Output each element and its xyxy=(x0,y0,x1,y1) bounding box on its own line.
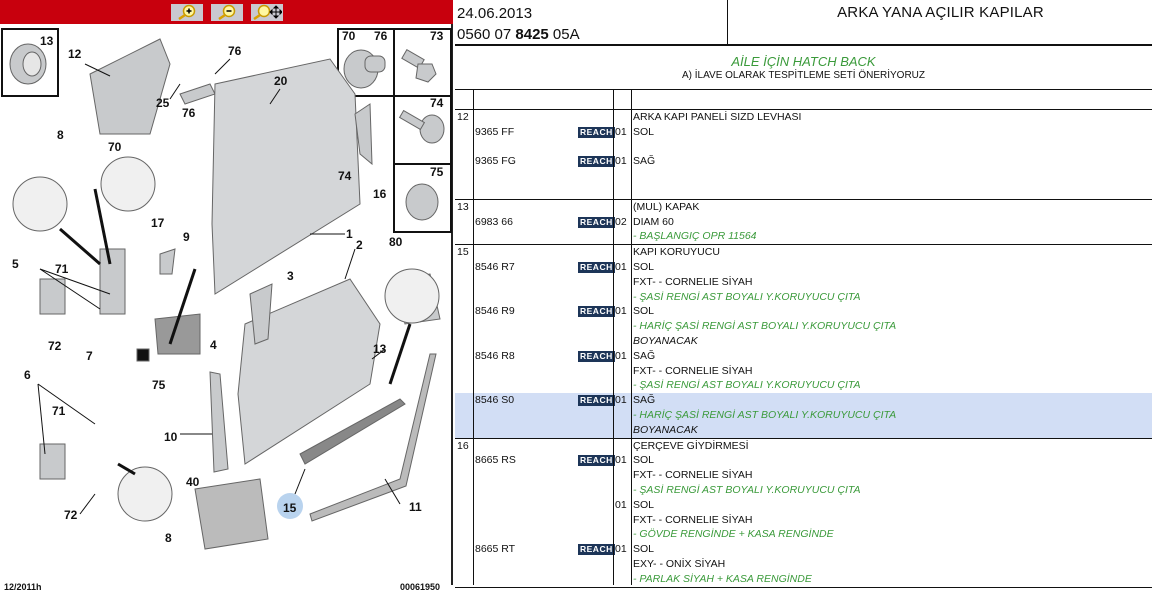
item-number: 16 xyxy=(457,439,469,452)
description: SOL xyxy=(633,260,655,273)
callout-40[interactable]: 40 xyxy=(186,475,200,489)
exploded-parts-diagram[interactable] xyxy=(0,24,453,592)
model-label: AİLE İÇİN HATCH BACK xyxy=(731,54,876,69)
part-group-15 xyxy=(455,245,1152,438)
description: - ŞASİ RENGİ AST BOYALI Y.KORUYUCU ÇITA xyxy=(633,379,861,392)
table-row[interactable] xyxy=(455,453,1152,468)
reach-badge: REACH xyxy=(580,126,613,137)
table-header-row xyxy=(455,90,1152,110)
callout-76[interactable]: 76 xyxy=(228,44,242,58)
diagram-date-label: 12/2011h xyxy=(4,582,42,592)
quantity: 01 xyxy=(615,349,627,362)
part-reference[interactable]: 8546 R8 xyxy=(475,349,515,362)
callout-75[interactable]: 75 xyxy=(152,378,166,392)
callout-20[interactable]: 20 xyxy=(274,74,288,88)
callout-17[interactable]: 17 xyxy=(151,216,165,230)
callout-4[interactable]: 4 xyxy=(210,338,217,352)
diagram-panel xyxy=(0,0,453,592)
description: SOL xyxy=(633,543,655,556)
item-number: 13 xyxy=(457,200,469,213)
subheader xyxy=(455,46,1152,90)
part-reference[interactable]: 6983 66 xyxy=(475,215,513,228)
callout-72[interactable]: 72 xyxy=(48,339,62,353)
table-row[interactable] xyxy=(455,513,1152,528)
callout-72[interactable]: 72 xyxy=(64,508,78,522)
callout-1[interactable]: 1 xyxy=(346,227,353,241)
table-row[interactable] xyxy=(455,378,1152,393)
zoom-out-icon xyxy=(216,4,238,20)
item-number: 15 xyxy=(457,246,469,259)
callout-9[interactable]: 9 xyxy=(183,230,190,244)
description: - ŞASİ RENGİ AST BOYALI Y.KORUYUCU ÇITA xyxy=(633,483,861,496)
table-row[interactable] xyxy=(455,260,1152,275)
callout-10[interactable]: 10 xyxy=(164,430,178,444)
part-reference[interactable]: 9365 FF xyxy=(475,125,515,138)
callout-11[interactable]: 11 xyxy=(409,500,422,514)
callout-70[interactable]: 70 xyxy=(108,140,122,154)
description: EXY- - ONİX SİYAH xyxy=(633,557,726,570)
callout-7[interactable]: 7 xyxy=(86,349,93,363)
part-reference[interactable]: 8665 RT xyxy=(475,543,516,556)
description: - ŞASİ RENGİ AST BOYALI Y.KORUYUCU ÇITA xyxy=(633,290,861,303)
table-row[interactable] xyxy=(455,483,1152,498)
description: FXT- - CORNELIE SİYAH xyxy=(633,513,753,526)
callout-12[interactable]: 12 xyxy=(68,47,82,61)
callout-13[interactable]: 13 xyxy=(40,34,54,48)
table-row[interactable] xyxy=(455,393,1152,408)
part-group-16 xyxy=(455,439,1152,588)
zoom-pan-button[interactable] xyxy=(251,4,283,21)
description: FXT- - CORNELIE SİYAH xyxy=(633,364,753,377)
description: - GÖVDE RENGİNDE + KASA RENGİNDE xyxy=(633,528,834,541)
table-row[interactable] xyxy=(455,169,1152,184)
page-title: ARKA YANA AÇILIR KAPILAR xyxy=(837,4,1044,21)
parts-header xyxy=(455,0,1152,46)
callout-76[interactable]: 76 xyxy=(182,106,196,120)
description: SOL xyxy=(633,125,655,138)
zoom-in-button[interactable] xyxy=(171,4,203,21)
table-row[interactable] xyxy=(455,110,1152,125)
quantity: 01 xyxy=(615,305,627,318)
callout-76[interactable]: 76 xyxy=(374,29,388,43)
part-group-13 xyxy=(455,200,1152,245)
catalog-code xyxy=(457,24,727,45)
code-prefix: 0560 07 xyxy=(457,26,516,43)
table-row[interactable] xyxy=(455,364,1152,379)
quantity: 01 xyxy=(615,498,627,511)
table-row[interactable] xyxy=(455,408,1152,423)
zoom-pan-icon xyxy=(252,4,282,20)
part-group-12 xyxy=(455,110,1152,200)
callout-80[interactable]: 80 xyxy=(389,235,403,249)
callout-13[interactable]: 13 xyxy=(373,342,387,356)
quantity: 01 xyxy=(615,260,627,273)
description: FXT- - CORNELIE SİYAH xyxy=(633,275,753,288)
callout-5[interactable]: 5 xyxy=(12,257,19,271)
description: ÇERÇEVE GİYDİRMESİ xyxy=(633,439,749,452)
parts-list-panel xyxy=(455,0,1152,585)
table-row[interactable] xyxy=(455,200,1152,215)
callout-2[interactable]: 2 xyxy=(356,238,363,252)
description: SAĞ xyxy=(633,349,656,362)
table-row[interactable] xyxy=(455,140,1152,155)
description: - HARİÇ ŞASİ RENGİ AST BOYALI Y.KORUYUCU ÇITA xyxy=(633,408,897,421)
part-reference[interactable]: 8546 R9 xyxy=(475,305,515,318)
description: - PARLAK SİYAH + KASA RENGİNDE xyxy=(633,572,812,585)
callout-71[interactable]: 71 xyxy=(52,404,66,418)
part-reference[interactable]: 8665 RS xyxy=(475,454,516,467)
code-suffix: 05A xyxy=(548,26,580,43)
part-reference[interactable]: 9365 FG xyxy=(475,155,516,168)
description: SOL xyxy=(633,305,655,318)
table-row[interactable] xyxy=(455,557,1152,572)
table-row[interactable] xyxy=(455,184,1152,199)
zoom-in-icon xyxy=(176,4,198,20)
table-row[interactable] xyxy=(455,304,1152,319)
callout-8[interactable]: 8 xyxy=(165,531,172,545)
reach-badge: REACH xyxy=(580,350,613,361)
reach-badge: REACH xyxy=(580,306,613,317)
diagram-toolbar xyxy=(0,0,453,24)
table-row[interactable] xyxy=(455,542,1152,557)
table-row[interactable] xyxy=(455,125,1152,140)
callout-70[interactable]: 70 xyxy=(342,29,356,43)
quantity: 01 xyxy=(615,394,627,407)
callout-6[interactable]: 6 xyxy=(24,368,31,382)
reach-badge: REACH xyxy=(580,261,613,272)
reach-badge: REACH xyxy=(580,455,613,466)
code-bold: 8425 xyxy=(515,26,549,43)
parts-drawing xyxy=(0,24,453,585)
zoom-out-button[interactable] xyxy=(211,4,243,21)
reach-badge: REACH xyxy=(580,156,613,167)
callout-75[interactable]: 75 xyxy=(430,165,444,179)
table-row[interactable] xyxy=(455,290,1152,305)
description: FXT- - CORNELIE SİYAH xyxy=(633,469,753,482)
table-row[interactable] xyxy=(455,319,1152,334)
description: SAĞ xyxy=(633,394,656,407)
item-number: 12 xyxy=(457,111,469,123)
part-reference[interactable]: 8546 S0 xyxy=(475,394,515,407)
table-row[interactable] xyxy=(455,527,1152,542)
callout-3[interactable]: 3 xyxy=(287,269,294,283)
quantity: 01 xyxy=(615,125,627,138)
reach-badge: REACH xyxy=(580,216,613,227)
description: (MUL) KAPAK xyxy=(633,200,700,213)
callout-73[interactable]: 73 xyxy=(430,29,444,43)
reach-badge: REACH xyxy=(580,544,613,555)
table-row[interactable] xyxy=(455,154,1152,169)
description: ARKA KAPI PANELİ SIZD LEVHASI xyxy=(633,111,802,123)
quantity: 02 xyxy=(615,215,627,228)
table-row[interactable] xyxy=(455,275,1152,290)
description: BOYANACAK xyxy=(633,334,698,347)
description: - BAŞLANGIÇ OPR 11564 xyxy=(633,230,757,243)
description: SOL xyxy=(633,498,655,511)
parts-table xyxy=(455,90,1152,588)
description: BOYANACAK xyxy=(633,423,698,436)
note-label: A) İLAVE OLARAK TESPİTLEME SETİ ÖNERİYORUZ xyxy=(681,70,926,81)
callout-15[interactable]: 15 xyxy=(283,501,297,515)
quantity: 01 xyxy=(615,155,627,168)
quantity: 01 xyxy=(615,543,627,556)
callout-25[interactable]: 25 xyxy=(156,96,170,110)
description: SAĞ xyxy=(633,155,656,168)
callout-8[interactable]: 8 xyxy=(57,128,64,142)
table-row[interactable] xyxy=(455,334,1152,349)
table-row[interactable] xyxy=(455,468,1152,483)
description: KAPI KORUYUCU xyxy=(633,246,720,259)
table-row[interactable] xyxy=(455,229,1152,244)
table-row[interactable] xyxy=(455,349,1152,364)
table-row[interactable] xyxy=(455,498,1152,513)
table-row[interactable] xyxy=(455,215,1152,230)
callout-16[interactable]: 16 xyxy=(373,187,387,201)
diagram-id-label: 00061950 xyxy=(400,582,441,592)
table-row[interactable] xyxy=(455,423,1152,438)
description: - HARİÇ ŞASİ RENGİ AST BOYALI Y.KORUYUCU ÇITA xyxy=(633,320,897,333)
table-row[interactable] xyxy=(455,572,1152,587)
description: DIAM 60 xyxy=(633,215,674,228)
description: SOL xyxy=(633,454,655,467)
quantity: 01 xyxy=(615,454,627,467)
callout-71[interactable]: 71 xyxy=(55,262,69,276)
part-reference[interactable]: 8546 R7 xyxy=(475,260,515,273)
table-row[interactable] xyxy=(455,245,1152,260)
reach-badge: REACH xyxy=(580,395,613,406)
callout-74[interactable]: 74 xyxy=(338,169,352,183)
callout-74[interactable]: 74 xyxy=(430,96,444,110)
date-label: 24.06.2013 xyxy=(457,5,533,22)
table-row[interactable] xyxy=(455,439,1152,454)
